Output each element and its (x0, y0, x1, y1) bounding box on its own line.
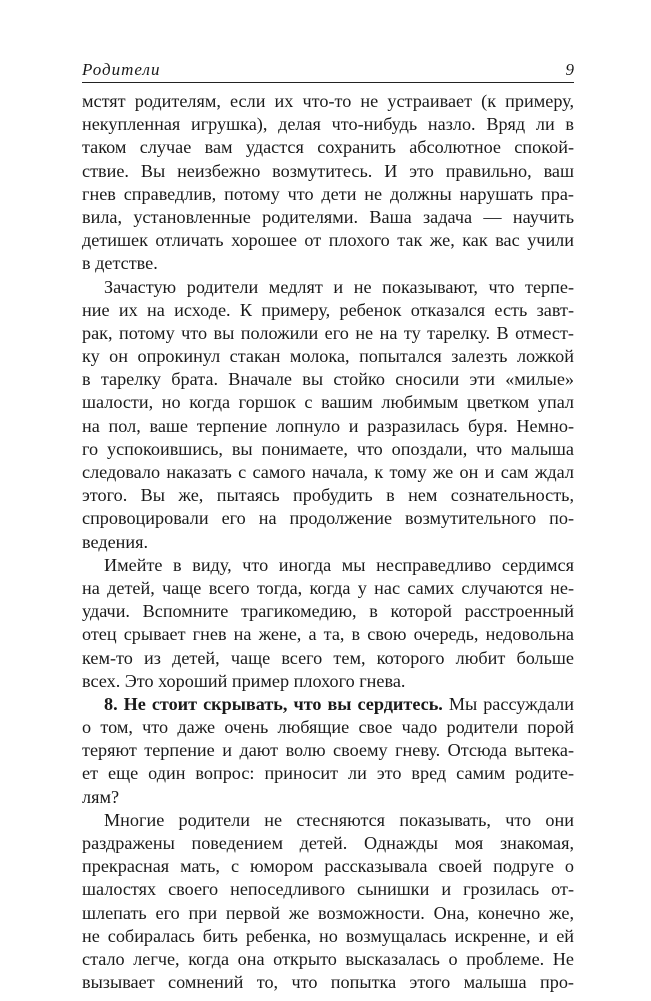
text-line: шалости, но когда горшок с вашим любимым цветком упал (82, 392, 574, 413)
text-line: рак, потому что вы положили его не на ту тарелку. В отмест- (82, 322, 574, 343)
text-line: шалостях своего непоседливого сынишки и грозилась от- (82, 879, 574, 900)
text-line: ние их на исходе. К примеру, ребенок отказался есть завт- (82, 299, 574, 320)
text-line: ведения. (82, 531, 149, 552)
paragraph-3 (82, 554, 574, 693)
text-line: мстят родителям, если их что-то не устраивает (к примеру, (82, 91, 574, 111)
text-line: не собиралась бить ребенка, но возмущалась искренне, и ей (82, 925, 574, 946)
paragraph-1 (82, 90, 574, 276)
text-line: таком случае вам удастся сохранить абсолютное спокой- (82, 137, 574, 158)
text-line: в тарелку брата. Вначале вы стойко сносили эти «милые» (82, 369, 574, 390)
text-line: вызывает сомнений то, что попытка этого малыша про- (82, 972, 574, 993)
text-line (82, 693, 574, 716)
text-line: гнев справедлив, потому что дети не должны нарушать пра- (82, 183, 574, 204)
paragraph-4 (82, 693, 574, 809)
text-line: прекрасная мать, с юмором рассказывала своей подруге о (82, 856, 574, 877)
section-heading: 8. Не стоит скрывать, что вы сердитесь. (104, 693, 443, 714)
text-line: спровоцировали его на продолжение возмутительного по- (82, 508, 574, 529)
text-line: Зачастую родители медлят и не показывают, что терпе- (104, 276, 574, 297)
text-line: ку он опрокинул стакан молока, попытался залезть ложкой (82, 346, 574, 367)
text-line: раздражены поведением детей. Однажды моя знакомая, (82, 833, 574, 853)
paragraph-5 (82, 809, 574, 995)
heading-line-rest: Мы рассуждали (442, 693, 574, 714)
text-line: ствие. Вы неизбежно возмутитесь. И это правильно, ваш (82, 160, 574, 181)
text-line: на пол, ваше терпение лопнуло и разразилась буря. Немно- (82, 415, 574, 436)
text-line: теряют терпение и дают волю своему гневу. Отсюда вытека- (82, 740, 574, 761)
text-line: го успокоившись, вы понимаете, что опоздали, что малыша (82, 438, 574, 459)
text-line: ет еще один вопрос: приносит ли это вред самим родите- (82, 763, 574, 784)
text-line: шлепать его при первой же возможности. Она, конечно же, (82, 902, 574, 923)
text-line: этого. Вы же, пытаясь пробудить в нем сознательность, (82, 485, 574, 506)
running-title: Родители (82, 60, 161, 79)
text-line: всех. Это хороший пример плохого гнева. (82, 670, 406, 691)
paragraph-2 (82, 276, 574, 554)
text-line: удачи. Вспомните трагикомедию, в которой расстроенный (82, 601, 574, 622)
text-line: вила, установленные родителями. Ваша задача — научить (82, 206, 574, 227)
body-text (82, 90, 574, 994)
text-line: о том, что даже очень любящие свое чадо родители порой (82, 717, 574, 738)
text-line: отец срывает гнев на жене, а та, в свою очередь, недовольна (82, 624, 574, 645)
text-line: кем-то из детей, чаще всего тем, которого любит больше (82, 647, 574, 668)
text-line: Многие родители не стесняются показывать, что они (104, 809, 574, 830)
text-line: некупленная игрушка), делая что-нибудь назло. Вряд ли в (82, 114, 574, 135)
text-line: детишек отличать хорошее от плохого так же, как вас учили (82, 230, 574, 251)
text-line: лям? (82, 786, 120, 807)
running-head (82, 60, 574, 83)
text-line: Имейте в виду, что иногда мы несправедливо сердимся (104, 554, 574, 575)
text-line: следовало наказать с самого начала, к тому же он и сам ждал (82, 462, 574, 482)
text-line: стало легче, когда она открыто высказалась о проблеме. Не (82, 948, 574, 969)
text-line: в детстве. (82, 253, 158, 274)
text-line: на детей, чаще всего тогда, когда у нас самих случаются не- (82, 577, 574, 598)
page-number: 9 (565, 60, 574, 79)
